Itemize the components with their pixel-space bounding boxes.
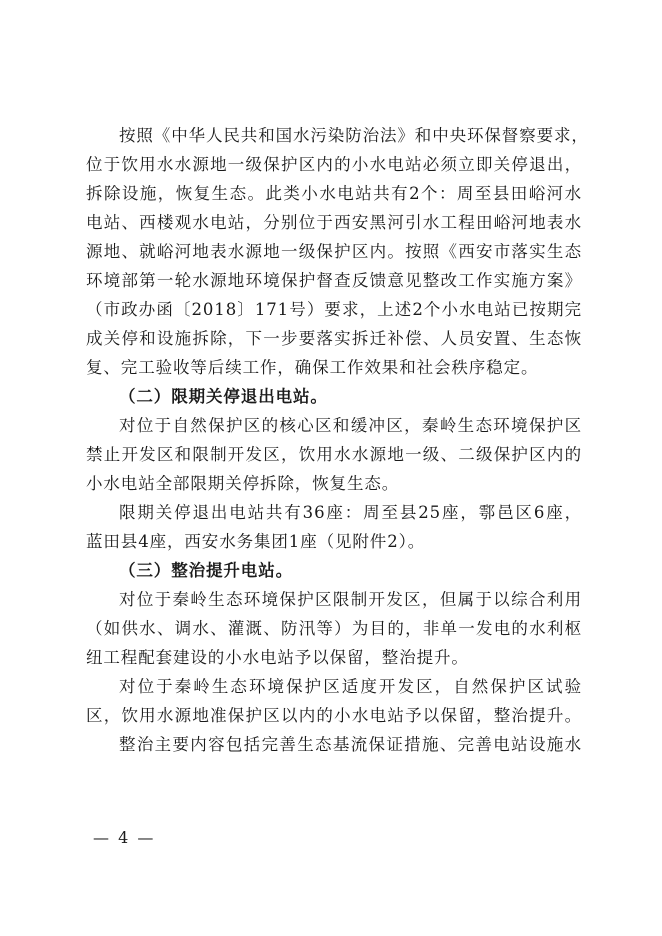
text-line: （如供水、调水、灌溉、防汛等）为目的，非单一发电的水利枢 bbox=[86, 619, 582, 638]
document-body bbox=[86, 121, 589, 759]
text-line: 成关停和设施拆除，下一步要落实拆迁补偿、人员安置、生态恢 bbox=[86, 329, 582, 348]
text-line: 按照《中华人民共和国水污染防治法》和中央环保督察要求， bbox=[119, 126, 589, 145]
section-heading-3: （三）整治提升电站。 bbox=[119, 561, 293, 580]
text-line: 区，饮用水源地准保护区以内的小水电站予以保留，整治提升。 bbox=[86, 706, 582, 725]
text-line: 对位于自然保护区的核心区和缓冲区，秦岭生态环境保护区 bbox=[119, 416, 582, 435]
text-line: 对位于秦岭生态环境保护区适度开发区，自然保护区试验 bbox=[119, 677, 582, 696]
paragraph-6 bbox=[86, 730, 582, 759]
text-line: 拆除设施，恢复生态。此类小水电站共有2个：周至县田峪河水 bbox=[86, 184, 582, 203]
text-line: 纽工程配套建设的小水电站予以保留，整治提升。 bbox=[86, 648, 469, 667]
text-line: 环境部第一轮水源地环境保护督查反馈意见整改工作实施方案》 bbox=[86, 271, 582, 290]
paragraph-4 bbox=[86, 585, 582, 672]
text-line: 位于饮用水水源地一级保护区内的小水电站必须立即关停退出， bbox=[86, 155, 582, 174]
text-line: 小水电站全部限期关停拆除，恢复生态。 bbox=[86, 474, 400, 493]
text-line: 源地、就峪河地表水源地一级保护区内。按照《西安市落实生态 bbox=[86, 242, 582, 261]
text-line: 限期关停退出电站共有36座：周至县25座，鄠邑区6座， bbox=[119, 503, 582, 522]
text-line: 禁止开发区和限制开发区，饮用水水源地一级、二级保护区内的 bbox=[86, 445, 582, 464]
page-number: — 4 — bbox=[93, 828, 156, 847]
text-line: 复、完工验收等后续工作，确保工作效果和社会秩序稳定。 bbox=[86, 358, 539, 377]
text-line: 蓝田县4座，西安水务集团1座（见附件2）。 bbox=[86, 532, 426, 551]
paragraph-2 bbox=[86, 411, 582, 498]
text-line: 整治主要内容包括完善生态基流保证措施、完善电站设施水 bbox=[119, 735, 582, 754]
section-heading-2: （二）限期关停退出电站。 bbox=[119, 387, 328, 406]
paragraph-1 bbox=[86, 121, 589, 382]
text-line: （市政办函〔2018〕171号）要求，上述2个小水电站已按期完 bbox=[86, 300, 582, 319]
paragraph-3 bbox=[86, 498, 582, 556]
paragraph-5 bbox=[86, 672, 582, 730]
text-line: 对位于秦岭生态环境保护区限制开发区，但属于以综合利用 bbox=[119, 590, 582, 609]
text-line: 电站、西楼观水电站，分别位于西安黑河引水工程田峪河地表水 bbox=[86, 213, 582, 232]
